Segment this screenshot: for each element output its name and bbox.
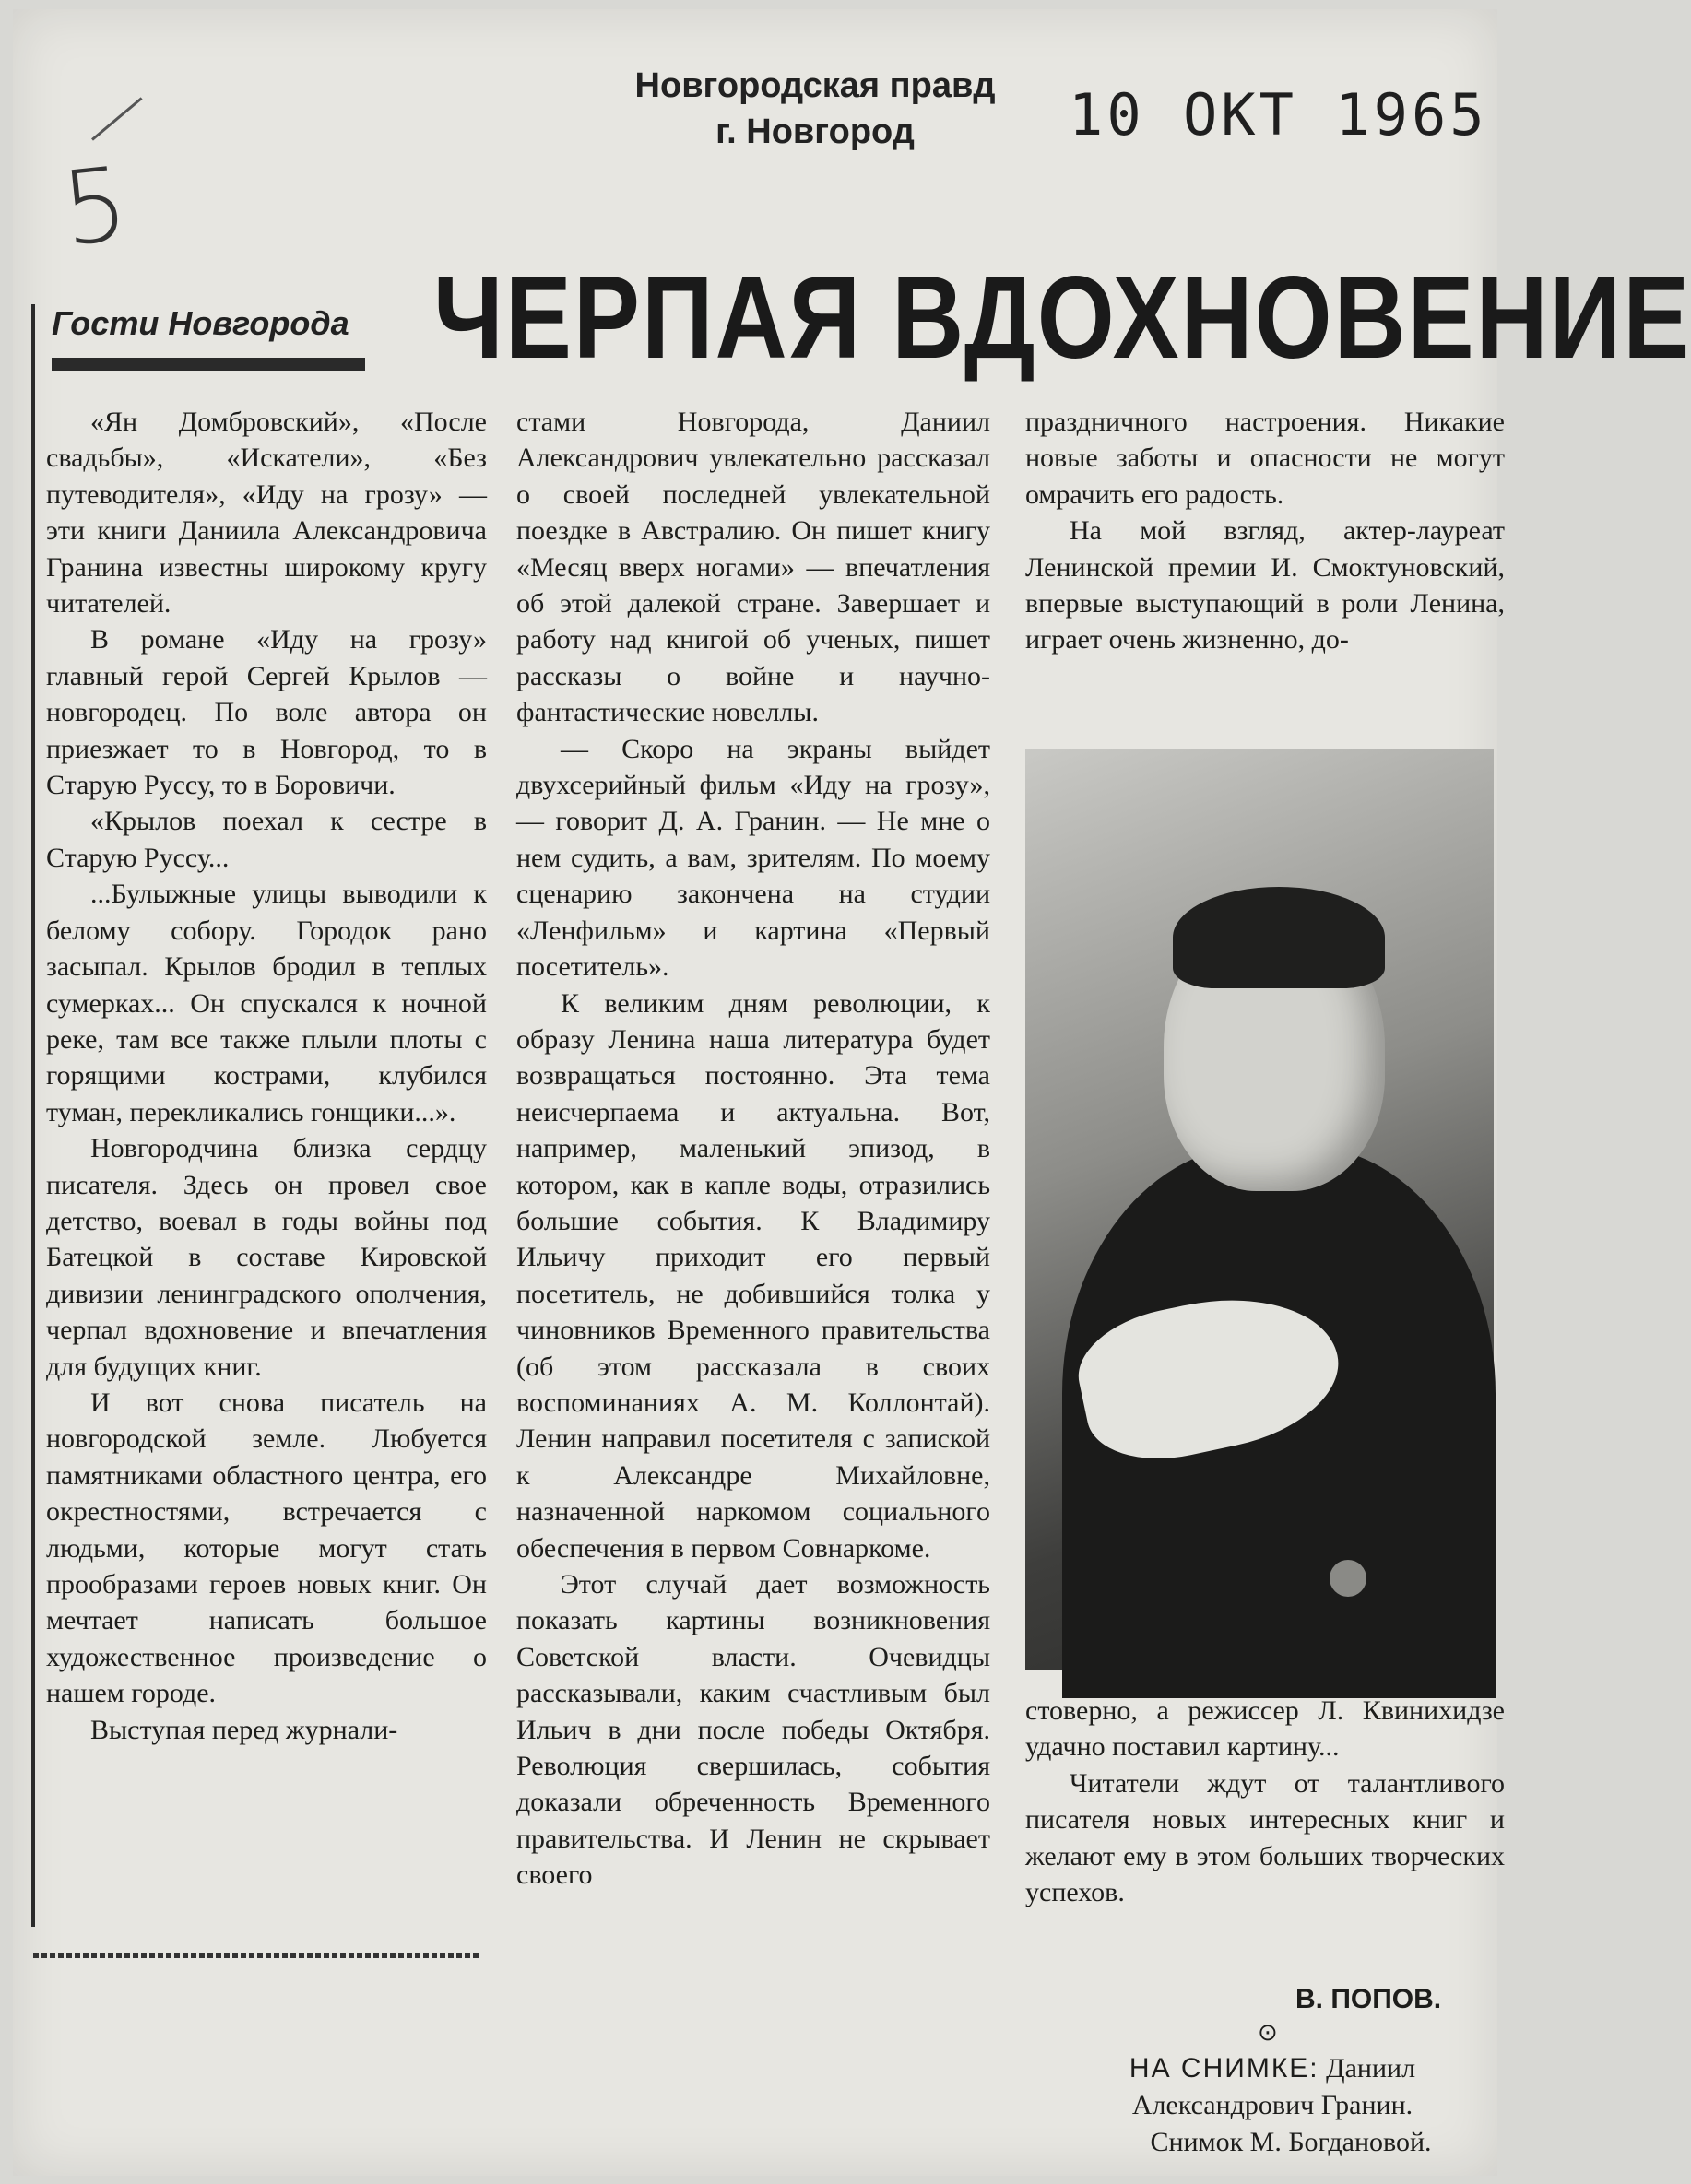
paragraph: Читатели ждут от талантливого писателя новых интересных книг и желают ему в этом больших творческих успехов. — [1025, 1767, 1505, 1908]
left-border-rule — [31, 304, 35, 1927]
photo-hair — [1173, 887, 1385, 988]
paragraph: В романе «Иду на грозу» главный герой Сергей Крылов — новгородец. По воле автора он приезжает то в Новгород, то в Старую Руссу, то в Боровичи. — [46, 624, 487, 801]
author-signature: В. ПОПОВ. — [1295, 1984, 1442, 2014]
paragraph: ...Булыжные улицы выводили к белому собору. Городок рано засыпал. Крылов бродил в теплых сумерках... Он спускался к ночной реке, там все также плыли плоты с горящими кострами, клубился туман, перекликались гонщики...». — [46, 879, 487, 1127]
photo-credit: Снимок М. Богдановой. — [1150, 2127, 1432, 2157]
article-column-1 — [46, 404, 487, 1748]
paragraph: «Ян Домбровский», «После свадьбы», «Искатели», «Без путеводителя», «Иду на грозу» — эти книги Даниила Александровича Гранина известны широкому кругу читателей. — [46, 407, 487, 620]
column-bottom-rule — [33, 1953, 481, 1958]
paragraph: Этот случай дает возможность показать картины возникновения Советской власти. Очевидцы рассказывали, каким счастливым был Ильич в дни после победы Октября. Революция свершилась, события доказали обреченность Временного правительства. И Ленин не скрывает своего — [516, 1569, 990, 1891]
paragraph: Новгородчина близка сердцу писателя. Здесь он провел свое детство, воевал в годы войны под Батецкой в составе Кировской дивизии ленинградского ополчения, черпал вдохновение и впечатления для будущих книг. — [46, 1133, 487, 1382]
article-column-3-top — [1025, 404, 1505, 658]
paragraph: «Крылов поехал к сестре в Старую Руссу... — [46, 806, 487, 873]
source-name: Новгородская правд — [634, 66, 996, 105]
circle-bullet-icon: ⊙ — [1258, 2019, 1278, 2047]
handwritten-page-number: 5 — [56, 144, 134, 269]
paragraph: стами Новгорода, Даниил Александрович увлекательно рассказал о своей последней увлекательной поездке в Австралию. Он пишет книгу «Месяц вверх ногами» — впечатления об этой далекой стране. Завершает и работу над книгой об ученых, пишет рассказы о войне и научно-фантастические новеллы. — [516, 407, 990, 728]
photo-watch — [1330, 1560, 1366, 1597]
paragraph: И вот снова писатель на новгородской земле. Любуется памятниками областного центра, его окрестностями, встречается с людьми, которые могут стать прообразами героев новых книг. Он мечтает написать большое художественное произведение о нашем городе. — [46, 1387, 487, 1709]
paragraph: На мой взгляд, актер-лауреат Ленинской премии И. Смоктуновский, впервые выступающий в роли Ленина, играет очень жизненно, до- — [1025, 515, 1505, 655]
paragraph: стоверно, а режиссер Л. Квинихидзе удачно поставил картину... — [1025, 1695, 1505, 1763]
article-column-2 — [516, 404, 990, 1894]
date-stamp: 10 ОКТ 1965 — [1069, 81, 1488, 148]
caption-label: НА СНИМКЕ: — [1129, 2053, 1319, 2084]
rubric-underline — [52, 358, 365, 371]
article-column-3-bottom — [1025, 1693, 1505, 1910]
source-city: г. Новгород — [715, 112, 915, 151]
paragraph: Выступая перед журнали- — [90, 1714, 398, 1745]
article-headline: ЧЕРПАЯ ВДОХНОВЕНИЕ — [433, 251, 1691, 384]
author-portrait-photo — [1025, 749, 1494, 1670]
source-stamp — [603, 63, 1027, 155]
rubric-label: Гости Новгорода — [52, 304, 349, 342]
photo-caption — [1060, 2050, 1484, 2161]
paragraph: К великим дням революции, к образу Ленина наша литература будет возвращаться постоянно. Эта тема неисчерпаема и актуальна. Вот, например, маленький эпизод, в котором, как в капле воды, отразились большие события. К Владимиру Ильичу приходит его первый посетитель, не добившийся толка у чиновников Временного правительства (об этом рассказала в своих воспоминаниях А. М. Коллонтай). Ленин направил посетителя с запиской к Александре Михайловне, назначенной наркомом социального обеспечения в первом Совнаркоме. — [516, 987, 990, 1564]
paragraph: — Скоро на экраны выйдет двухсерийный фильм «Иду на грозу», — говорит Д. А. Гранин. — Не мне о нем судить, а вам, зрителям. По моему сценарию закончена на студии «Ленфильм» и картина «Первый посетитель». — [516, 733, 990, 983]
caption-text: Даниил Александрович Гранин. — [1131, 2053, 1416, 2120]
paragraph: праздничного настроения. Никакие новые заботы и опасности не могут омрачить его радость. — [1025, 407, 1505, 510]
